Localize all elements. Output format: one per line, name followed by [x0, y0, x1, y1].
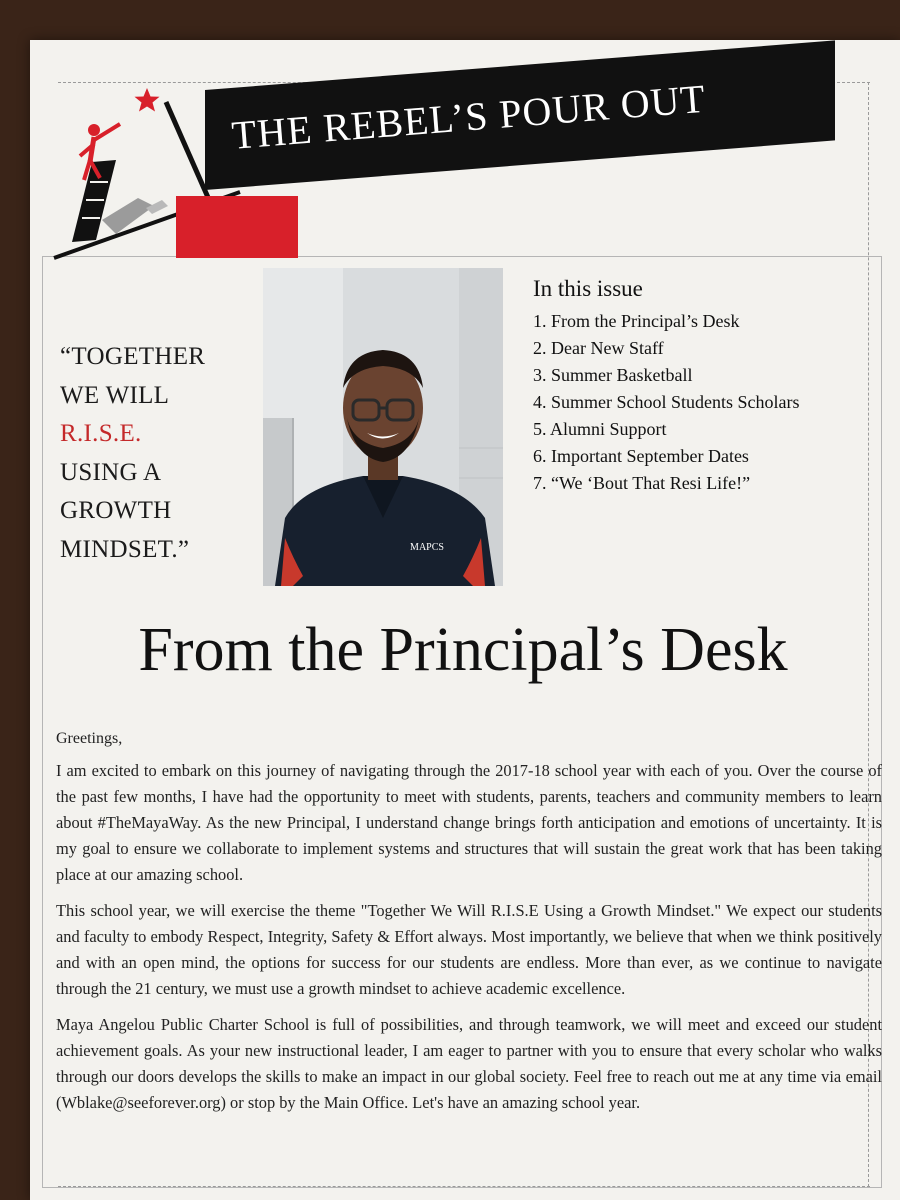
- article-headline: From the Principal’s Desk: [138, 616, 788, 684]
- toc-item: 1. From the Principal’s Desk: [533, 311, 740, 331]
- principal-photo: [263, 268, 503, 586]
- toc-item: 7. “We ‘Bout That Resi Life!”: [533, 473, 751, 493]
- table-of-contents: [533, 276, 873, 497]
- quote-line: “TOGETHER: [60, 343, 206, 370]
- star-icon: [135, 88, 160, 112]
- quote-rise: R.I.S.E.: [60, 420, 142, 447]
- newsletter-title: THE REBEL’S POUR OUT: [230, 75, 708, 158]
- quote-line: USING A: [60, 458, 162, 486]
- toc-item: 3. Summer Basketball: [533, 365, 693, 385]
- quote-line: GROWTH: [60, 497, 172, 524]
- article-paragraph: This school year, we will exercise the theme "Together We Will R.I.S.E Using a Growth Mindset." We expect our students and faculty to embody Respect, Integrity, Safety & Effort always. Most importantly, we believe that when we think positively and with an open mind, the options for success for our students are endless. More than ever, as we continue to navigate through the 21 century, we must use a growth mindset to achieve academic excellence.: [56, 901, 882, 998]
- quote-line: WE WILL: [60, 381, 170, 409]
- theme-quote: [60, 338, 260, 569]
- toc-item: 4. Summer School Students Scholars: [533, 392, 800, 412]
- red-accent-block: [176, 196, 298, 258]
- toc-item: 5. Alumni Support: [533, 419, 667, 439]
- quote-line: MINDSET.”: [60, 535, 190, 563]
- toc-item: 6. Important September Dates: [533, 446, 749, 466]
- article-paragraph: I am excited to embark on this journey of navigating through the 2017-18 school year with each of you. Over the course of the past few months, I have had the opportunity to meet with students, parents, teachers and community members to learn about #TheMayaWay. As the new Principal, I understand change brings forth anticipation and emotions of uncertainty. It is my goal to ensure we collaborate to implement systems and structures that will sustain the great work that has been taking place at our amazing school.: [56, 761, 882, 884]
- toc-heading: In this issue: [533, 276, 643, 301]
- article-body: [56, 758, 882, 1126]
- toc-item: 2. Dear New Staff: [533, 338, 664, 358]
- article-paragraph: Maya Angelou Public Charter School is full of possibilities, and through teamwork, we will meet and exceed our student achievement goals. As your new instructional leader, I am eager to partner with you to ensure that every scholar who walks through our doors develops the skills to make an impact in our global society. Feel free to reach out me at any time via email (Wblake@seeforever.org) or stop by the Main Office. Let's have an amazing school year.: [56, 1015, 882, 1112]
- shirt-logo-text: MAPCS: [410, 542, 444, 553]
- article-greeting: Greetings,: [56, 730, 123, 747]
